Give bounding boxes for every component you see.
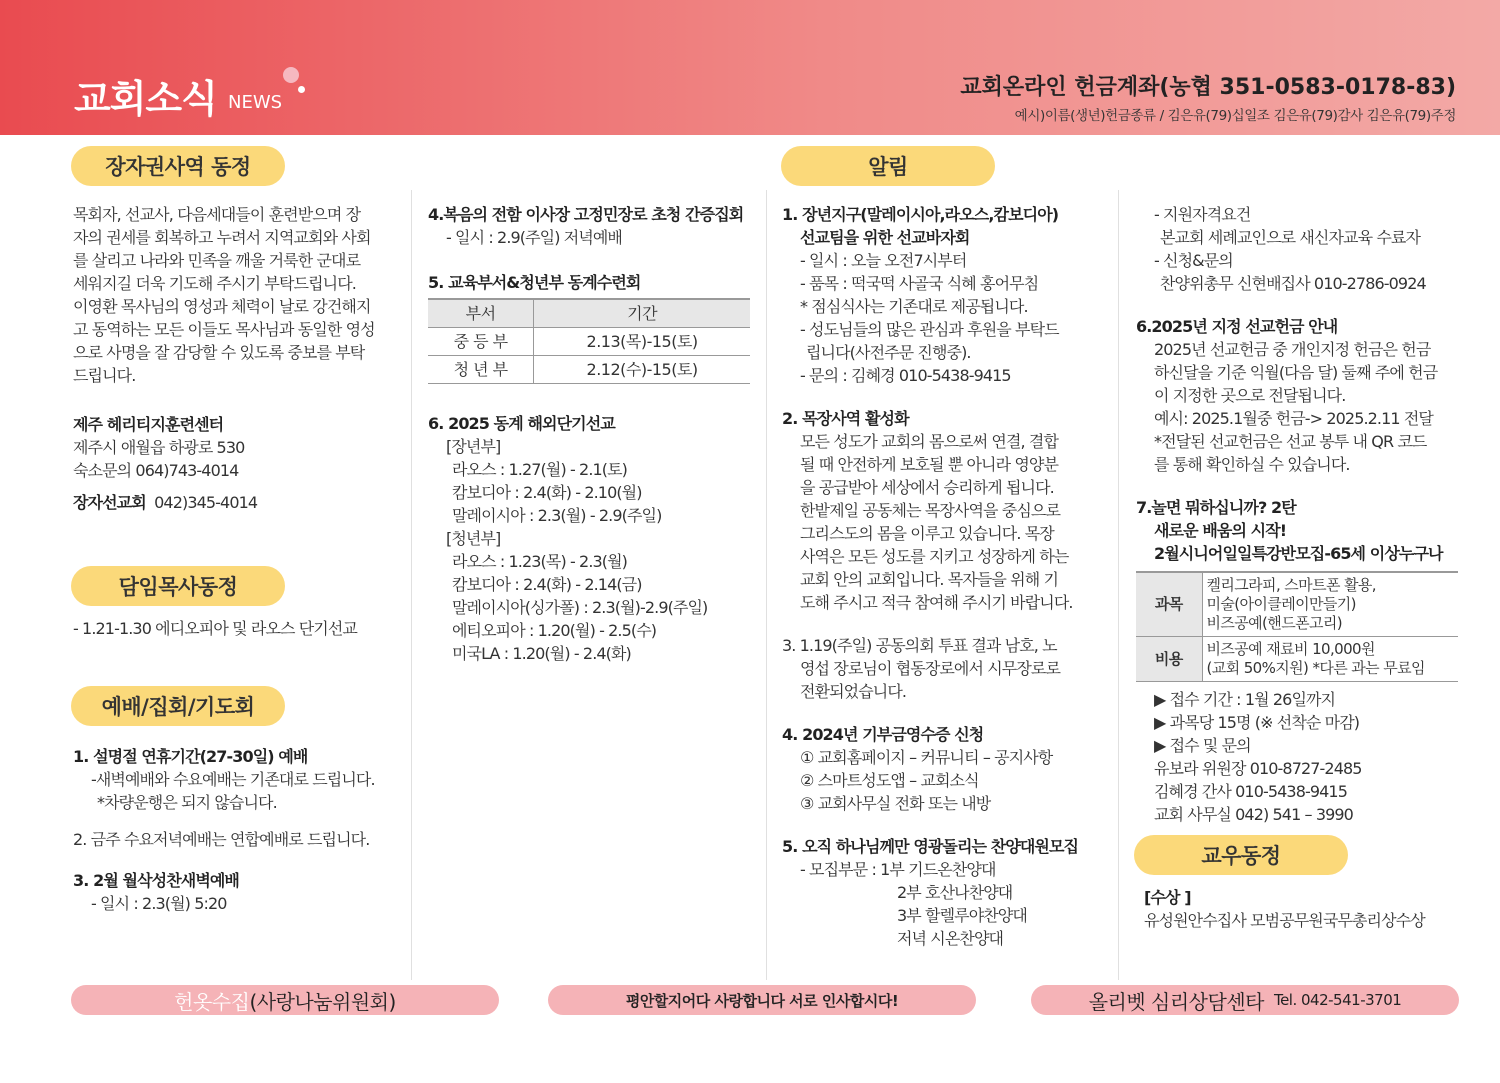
text-line: 유보라 위원장 010-8727-2485 <box>1154 759 1362 778</box>
text-line: ① 교회홈페이지 – 커뮤니티 – 공지사항 <box>800 748 1053 767</box>
column-divider <box>1118 190 1119 980</box>
jangja-intro <box>73 203 403 387</box>
column-divider <box>411 190 412 980</box>
text-line: 에티오피아 : 1.20(월) - 2.5(수) <box>452 620 657 640</box>
decorative-dot-small-icon <box>298 86 305 93</box>
table-cell: 2.13(목)-15(토) <box>534 327 750 355</box>
footer-phone: Tel. 042-541-3701 <box>1273 991 1402 1009</box>
text-line: 저녁 시온찬양대 <box>897 929 1004 948</box>
text-line: - 일시 : 2.3(월) 5:20 <box>91 894 227 913</box>
text-line: 라오스 : 1.27(월) - 2.1(토) <box>452 459 628 479</box>
text-line: 립니다(사전주문 진행중). <box>806 343 971 362</box>
item-title: 5. 오직 하나님께만 영광돌리는 찬양대원모집 <box>782 837 1079 856</box>
text-line: 으로 사명을 잘 감당할 수 있도록 중보를 부탁 <box>73 343 365 362</box>
table-header: 기간 <box>534 299 750 327</box>
text-line: 교회 안의 교회입니다. 목자들을 위해 기 <box>800 570 1059 589</box>
table-cell <box>1202 637 1458 682</box>
section-pill-pastor: 담임목사동정 <box>71 566 285 606</box>
footer-greeting <box>548 985 976 1015</box>
text-line: 캄보디아 : 2.4(화) - 2.14(금) <box>452 574 642 594</box>
item-title: 4.복음의 전함 이사장 고정민장로 초청 간증집회 <box>428 205 744 224</box>
item-title: 6.2025년 지정 선교헌금 안내 <box>1136 317 1338 336</box>
text-line: - 모집부문 : 1부 기드온찬양대 <box>800 860 996 879</box>
text-line: 말레이시아 : 2.3(월) - 2.9(주일) <box>452 505 662 525</box>
text-line: ▶ 접수 기간 : 1월 26일까지 <box>1154 690 1336 709</box>
text-line: 목회자, 선교사, 다음세대들이 훈련받으며 장 <box>73 205 361 224</box>
award-line: 유성원안수집사 모범공무원국무총리상수상 <box>1144 911 1425 930</box>
item-title: 1. 설명절 연휴기간(27-30일) 예배 <box>73 747 308 766</box>
text-line: 자의 권세를 회복하고 누려서 지역교회와 사회 <box>73 228 371 247</box>
text-line: 세워지길 더욱 기도해 주시기 부탁드립니다. <box>73 274 356 293</box>
table-row <box>1136 572 1458 637</box>
text-line: 미국LA : 1.20(월) - 2.4(화) <box>452 643 631 663</box>
column-4 <box>1136 203 1476 826</box>
item-title: 3. 2월 월삭성찬새벽예배 <box>73 871 239 890</box>
section-pill-notice: 알림 <box>781 146 995 186</box>
text-line: 라오스 : 1.23(목) - 2.3(월) <box>452 551 628 571</box>
text-line: -새벽예배와 수요예배는 기존대로 드립니다. <box>91 770 375 789</box>
offering-account: 교회온라인 헌금계좌(농협 351-0583-0178-83) <box>960 75 1456 100</box>
table-cell: 2.12(수)-15(토) <box>534 355 750 383</box>
award-title: [수상 ] <box>1144 888 1191 907</box>
text-line: 이영환 목사님의 영성과 체력이 날로 강건해지 <box>73 297 371 316</box>
news-label: NEWS <box>228 92 283 113</box>
text-line: 영섭 장로님이 협동장로에서 시무장로로 <box>800 659 1061 678</box>
table-cell <box>1202 572 1458 637</box>
text-line: 이 지정한 곳으로 전달됩니다. <box>1154 386 1346 405</box>
table-header: 부서 <box>428 299 534 327</box>
text-line: 2부 호산나찬양대 <box>897 883 1013 902</box>
text-line: 2025년 선교헌금 중 개인지정 헌금은 헌금 <box>1154 340 1431 359</box>
members-news <box>1144 886 1474 932</box>
section-pill-worship: 예배/집회/기도회 <box>71 686 285 726</box>
text-line: 고 동역하는 모든 이들도 목사님과 동일한 영성 <box>73 320 375 339</box>
text-line: 드립니다. <box>73 366 136 385</box>
text-line: 2. 금주 수요저녁예배는 연합예배로 드립니다. <box>73 830 370 849</box>
text-line: - 성도님들의 많은 관심과 후원을 부탁드 <box>800 320 1059 339</box>
text-line: 예시: 2025.1월중 헌금-> 2025.2.11 전달 <box>1154 409 1433 428</box>
item-title: 2. 목장사역 활성화 <box>782 409 909 428</box>
footer-counseling-center <box>1031 985 1459 1015</box>
text-line: 캄보디아 : 2.4(화) - 2.10(월) <box>452 482 642 502</box>
text-line: ② 스마트성도앱 – 교회소식 <box>800 771 979 790</box>
church-phone: 042)345-4014 <box>154 493 258 512</box>
section-pill-members: 교우동정 <box>1134 835 1348 875</box>
church-name: 장자선교회 <box>73 493 146 512</box>
center-phone: 숙소문의 064)743-4014 <box>73 461 239 480</box>
footer-clothes-collection <box>71 985 499 1015</box>
text-line: *전달된 선교헌금은 선교 봉투 내 QR 코드 <box>1154 432 1427 451</box>
text-line: 비즈공예 재료비 10,000원 <box>1206 640 1375 658</box>
table-row <box>1136 637 1458 682</box>
item-title: 6. 2025 동계 해외단기선교 <box>428 413 615 433</box>
pastor-schedule <box>73 617 403 640</box>
column-3 <box>782 203 1112 950</box>
text-line: - 신청&문의 <box>1154 251 1233 270</box>
table-row <box>428 355 750 383</box>
text-line: - 일시 : 2.9(주일) 저녁예배 <box>446 228 622 247</box>
text-line: 를 살리고 나라와 민족을 깨울 거룩한 군대로 <box>73 251 361 270</box>
item-title: 2월시니어일일특강반모집-65세 이상누구나 <box>1154 544 1443 563</box>
text-line: - 품목 : 떡국떡 사골국 식혜 홍어무침 <box>800 274 1039 293</box>
senior-class-table <box>1136 571 1458 682</box>
text-line: (교회 50%지원) *다른 과는 무료임 <box>1206 659 1425 677</box>
item-title: 새로운 배움의 시작! <box>1154 521 1287 540</box>
footer-label: 헌옷수집 <box>174 989 250 1014</box>
footer-label: 올리벳 심리상담센타 <box>1088 989 1264 1014</box>
footer-label: 평안할지어다 사랑합니다 서로 인사합시다! <box>625 991 899 1010</box>
text-line: *차량운행은 되지 않습니다. <box>97 793 277 812</box>
table-cell: 중 등 부 <box>428 327 534 355</box>
text-line: 하신달을 기준 익월(다음 달) 둘째 주에 헌금 <box>1154 363 1438 382</box>
text-line: 3부 할렐루야찬양대 <box>897 906 1027 925</box>
text-line: 3. 1.19(주일) 공동의회 투표 결과 남호, 노 <box>782 636 1057 655</box>
worship-section <box>73 745 403 915</box>
text-line: 그리스도의 몸을 이루고 있습니다. 목장 <box>800 524 1054 543</box>
text-line: 김혜경 간사 010-5438-9415 <box>1154 782 1347 801</box>
text-line: * 점심식사는 기존대로 제공됩니다. <box>800 297 1028 316</box>
text-line: 전환되었습니다. <box>800 682 907 701</box>
text-line: 비즈공예(핸드폰고리) <box>1206 614 1343 632</box>
text-line: 찬양위총무 신현배집사 010-2786-0924 <box>1160 274 1426 293</box>
page-title: 교회소식 <box>74 77 217 121</box>
item-title: 선교팀을 위한 선교바자회 <box>800 228 970 247</box>
column-2 <box>428 203 758 665</box>
item-title: 4. 2024년 기부금영수증 신청 <box>782 725 984 744</box>
text-line: 미술(아이클레이만들기) <box>1206 595 1356 613</box>
text-line: - 지원자격요건 <box>1154 205 1251 224</box>
center-name: 제주 헤리티지훈련센터 <box>73 415 224 434</box>
text-line: 을 공급받아 세상에서 승리하게 됩니다. <box>800 478 1054 497</box>
text-line: - 1.21-1.30 에디오피아 및 라오스 단기선교 <box>73 619 357 638</box>
retreat-table <box>428 298 750 384</box>
item-title: 1. 장년지구(말레이시아,라오스,캄보디아) <box>782 205 1059 224</box>
text-line: ▶ 과목당 15명 (※ 선착순 마감) <box>1154 713 1360 732</box>
text-line: 도해 주시고 적극 참여해 주시기 바랍니다. <box>800 593 1073 612</box>
offering-example: 예시)이름(생년)헌금종류 / 김은유(79)십일조 김은유(79)감사 김은유(79)주정 <box>1014 108 1456 124</box>
text-line: - 일시 : 오늘 오전7시부터 <box>800 251 967 270</box>
text-line: [청년부] <box>446 528 501 548</box>
text-line: 모든 성도가 교회의 몸으로써 연결, 결합 <box>800 432 1059 451</box>
text-line: 교회 사무실 042) 541 – 3990 <box>1154 805 1353 824</box>
decorative-dot-icon <box>283 67 299 83</box>
column-divider <box>766 190 767 980</box>
item-title: 5. 교육부서&청년부 동계수련회 <box>428 273 641 292</box>
header-banner <box>0 0 1500 135</box>
table-key: 과목 <box>1136 572 1202 637</box>
text-line: 사역은 모든 성도를 지키고 성장하게 하는 <box>800 547 1069 566</box>
column-1 <box>73 203 403 514</box>
text-line: ▶ 접수 및 문의 <box>1154 736 1251 755</box>
center-address: 제주시 애월읍 하광로 530 <box>73 438 245 457</box>
table-key: 비용 <box>1136 637 1202 682</box>
text-line: 켈리그라피, 스마트폰 활용, <box>1206 576 1376 594</box>
text-line: - 문의 : 김혜경 010-5438-9415 <box>800 366 1011 385</box>
text-line: 본교회 세례교인으로 새신자교육 수료자 <box>1160 228 1421 247</box>
item-title: 7.놀면 뭐하십니까? 2탄 <box>1136 498 1296 517</box>
table-row <box>428 327 750 355</box>
table-cell: 청 년 부 <box>428 355 534 383</box>
text-line: 를 통해 확인하실 수 있습니다. <box>1154 455 1350 474</box>
text-line: 말레이시아(싱가폴) : 2.3(월)-2.9(주일) <box>452 597 708 617</box>
section-pill-jangja: 장자권사역 동정 <box>71 146 285 186</box>
text-line: [장년부] <box>446 436 501 456</box>
text-line: 될 때 안전하게 보호될 뿐 아니라 영양분 <box>800 455 1059 474</box>
text-line: 한밭제일 공동체는 목장사역을 중심으로 <box>800 501 1061 520</box>
footer-label: (사랑나눔위원회) <box>249 989 396 1014</box>
text-line: ③ 교회사무실 전화 또는 내방 <box>800 794 991 813</box>
